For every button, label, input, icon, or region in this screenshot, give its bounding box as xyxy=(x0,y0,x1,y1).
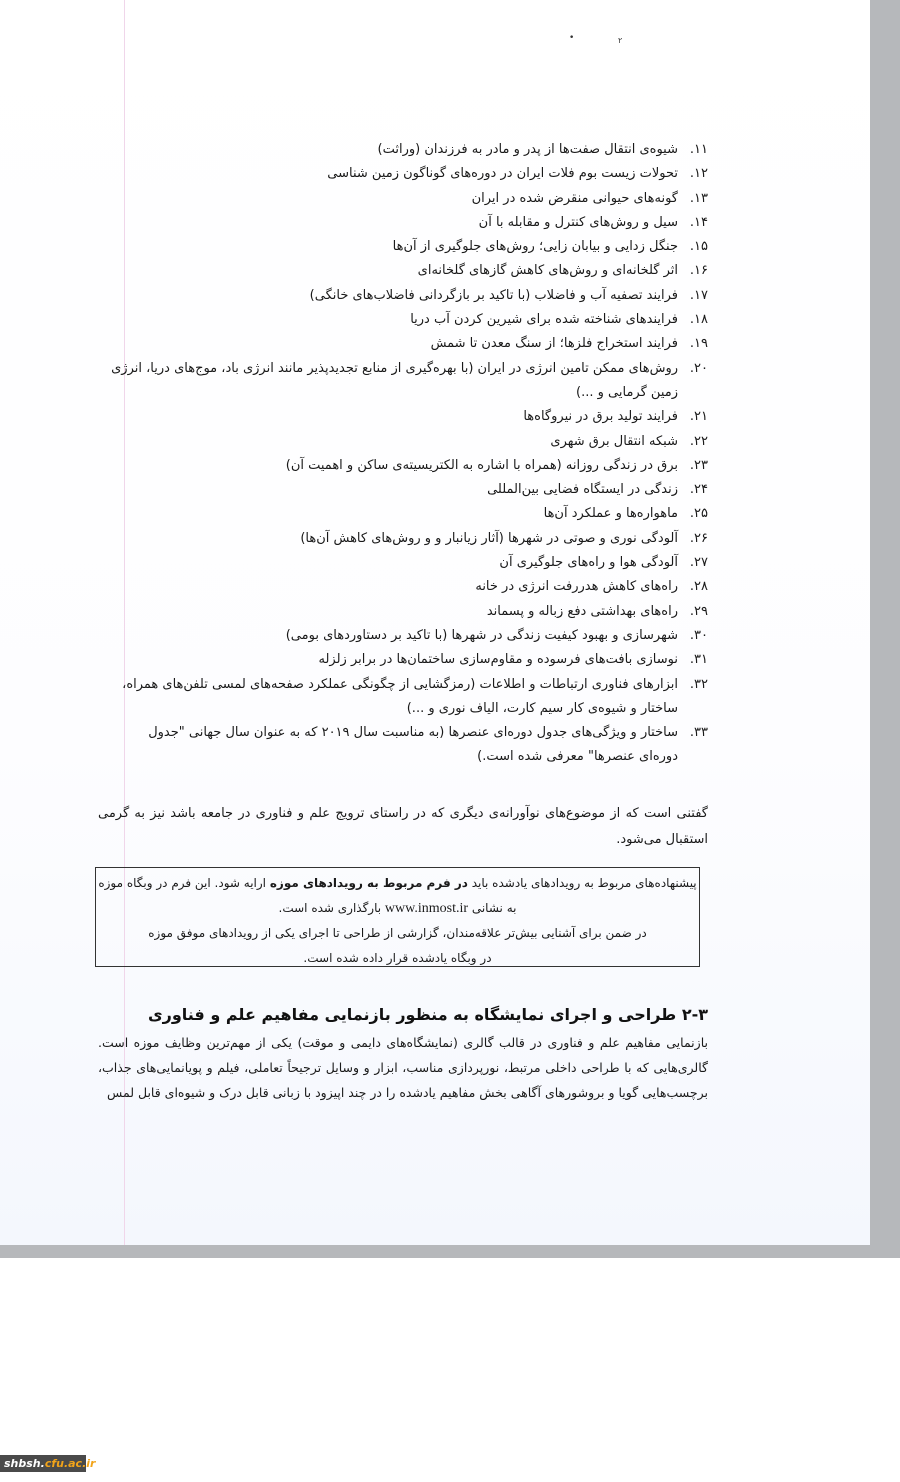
notice-line-4: در وبگاه یادشده قرار داده شده است. xyxy=(303,951,492,965)
list-item-number: ۲۶. xyxy=(689,530,708,546)
notice-line-1: پیشنهاده‌های مربوط به رویدادهای یادشده باید در فرم مربوط به رویدادهای موزه ارایه شود. این فرم در وبگاه موزه xyxy=(98,876,697,890)
list-item xyxy=(108,502,708,526)
list-item xyxy=(108,308,708,332)
list-item xyxy=(108,527,708,551)
list-item-number: ۱۳. xyxy=(689,190,708,206)
list-item xyxy=(108,284,708,308)
list-item-number: ۳۱. xyxy=(689,652,708,668)
list-item-number: ۱۲. xyxy=(689,166,708,182)
list-item-text: برق در زندگی روزانه (همراه با اشاره به الکتریسیته‌ی ساکن و اهمیت آن) xyxy=(285,457,678,473)
list-item-text: زندگی در ایستگاه فضایی بین‌المللی xyxy=(487,482,678,498)
list-item xyxy=(108,478,708,502)
list-item-number: ۲۳. xyxy=(689,457,708,473)
list-item-number: ۱۷. xyxy=(689,287,708,303)
list-item-number: ۱۴. xyxy=(689,214,708,230)
list-item xyxy=(108,600,708,624)
list-item-text: ماهواره‌ها و عملکرد آن‌ها xyxy=(543,506,678,522)
list-item xyxy=(108,551,708,575)
list-item-text: جنگل زدایی و بیابان زایی؛ روش‌های جلوگیری از آن‌ها xyxy=(392,239,678,255)
list-item-text: فرایند استخراج فلزها؛ از سنگ معدن تا شمش xyxy=(430,336,678,352)
list-item xyxy=(108,259,708,283)
list-item xyxy=(108,357,708,406)
list-item-text: شبکه انتقال برق شهری xyxy=(550,433,678,449)
list-item-number: ۱۶. xyxy=(689,263,708,279)
list-item-number: ۱۹. xyxy=(689,336,708,352)
list-item xyxy=(108,721,708,770)
list-item-text: تحولات زیست بوم فلات ایران در دوره‌های گوناگون زمین شناسی xyxy=(327,166,678,182)
list-item-text: شیوه‌ی انتقال صفت‌ها از پدر و مادر به فرزندان (وراثت) xyxy=(377,142,678,157)
section-body: بازنمایی مفاهیم علم و فناوری در قالب گالری (نمایشگاه‌های دایمی و موقت) یکی از مهم‌ترین وظایف موزه است. گالری‌هایی که با طراحی داخلی مرتبط، نورپردازی مناسب، ابزار و وسایل ترجیحاً تعاملی، فیلم و پویانمایی‌های جذاب، برچسب‌هایی گویا و بروشورهای آگاهی بخش مفاهیم یادشده را در چند اپیزود با زبانی قابل درک و شیوه‌ای قابل لمس xyxy=(98,1035,708,1100)
list-item-text: شهرسازی و بهبود کیفیت زندگی در شهرها (با تاکید بر دستاوردهای بومی) xyxy=(285,627,678,643)
notice-line-2: به نشانی www.inmost.ir بارگذاری شده است. xyxy=(278,901,517,916)
list-item-number: ۲۷. xyxy=(689,555,708,571)
list-item xyxy=(108,575,708,599)
list-item-text: روش‌های ممکن تامین انرژی در ایران (با بهره‌گیری از منابع تجدیدپذیر مانند انرژی باد، موج‌های دریا، انرژی زمین گرمایی و ...) xyxy=(111,360,678,400)
website-link[interactable]: www.inmost.ir xyxy=(384,901,469,916)
list-item-text: گونه‌های حیوانی منقرض شده در ایران xyxy=(471,190,678,206)
site-watermark[interactable]: shbsh.cfu.ac.ir xyxy=(0,1455,86,1472)
list-item-text: اثر گلخانه‌ای و روش‌های کاهش گازهای گلخانه‌ای xyxy=(417,263,678,279)
note-paragraph: گفتنی است که از موضوع‌های نوآورانه‌ی دیگری که در راستای ترویج علم و فناوری در جامعه باشد نیز به گرمی استقبال می‌شود. xyxy=(98,806,708,847)
list-item-text: نوسازی بافت‌های فرسوده و مقاوم‌سازی ساختمان‌ها در برابر زلزله xyxy=(318,652,678,668)
notice-line-3: در ضمن برای آشنایی بیش‌تر علاقه‌مندان، گزارشی از طراحی تا اجرای یکی از رویدادهای موفق موزه xyxy=(148,926,647,940)
list-item xyxy=(108,138,708,162)
list-item-text: ابزارهای فناوری ارتباطات و اطلاعات (رمزگشایی از چگونگی عملکرد صفحه‌های لمسی تلفن‌های همراه، ساختار و شیوه‌ی کار سیم کارت، الیاف نوری و ...) xyxy=(122,676,678,716)
list-item-number: ۲۸. xyxy=(689,579,708,595)
list-item-number: ۲۱. xyxy=(689,409,708,425)
list-item-number: ۲۰. xyxy=(689,360,708,376)
section-heading: ۲-۳ طراحی و اجرای نمایشگاه به منظور بازنمایی مفاهیم علم و فناوری xyxy=(147,1005,708,1024)
list-item xyxy=(108,211,708,235)
list-item-number: ۲۴. xyxy=(689,482,708,498)
list-item xyxy=(108,624,708,648)
list-item-text: راه‌های بهداشتی دفع زباله و پسماند xyxy=(486,603,678,619)
list-item-text: فرایند تولید برق در نیروگاه‌ها xyxy=(523,409,678,425)
page-mark: • xyxy=(569,33,575,43)
list-item xyxy=(108,673,708,722)
list-item xyxy=(108,405,708,429)
list-item-text: آلودگی نوری و صوتی در شهرها (آثار زیانبار و و روش‌های کاهش آن‌ها) xyxy=(300,530,678,546)
list-item-text: ساختار و ویژگی‌های جدول دوره‌ای عنصرها (به مناسبت سال ۲۰۱۹ که به عنوان سال جهانی "جدول دوره‌ای عنصرها" معرفی شده است.) xyxy=(148,725,678,765)
list-item-number: ۳۳. xyxy=(689,725,708,741)
list-item-number: ۱۱. xyxy=(689,142,708,157)
list-item xyxy=(108,162,708,186)
list-item-number: ۱۵. xyxy=(689,239,708,255)
list-item xyxy=(108,454,708,478)
list-item-number: ۱۸. xyxy=(689,312,708,328)
page-number: ٢ xyxy=(618,36,623,45)
list-item-text: فرایند تصفیه آب و فاضلاب (با تاکید بر بازگردانی فاضلاب‌های خانگی) xyxy=(309,287,678,303)
list-item-text: فرایندهای شناخته شده برای شیرین کردن آب دریا xyxy=(410,312,678,328)
list-item xyxy=(108,648,708,672)
list-item-text: آلودگی هوا و راه‌های جلوگیری آن xyxy=(499,555,678,571)
notice-box xyxy=(95,867,700,967)
topics-list xyxy=(108,138,708,770)
list-item-number: ۲۵. xyxy=(689,506,708,522)
form-name: در فرم مربوط به رویدادهای موزه xyxy=(269,876,468,890)
list-item xyxy=(108,430,708,454)
list-item xyxy=(108,235,708,259)
list-item xyxy=(108,187,708,211)
list-item xyxy=(108,332,708,356)
list-item-number: ۲۲. xyxy=(689,433,708,449)
list-item-text: سیل و روش‌های کنترل و مقابله با آن xyxy=(478,214,678,230)
list-item-number: ۳۲. xyxy=(689,676,708,692)
list-item-text: راه‌های کاهش هدررفت انرژی در خانه xyxy=(475,579,678,595)
list-item-number: ۳۰. xyxy=(689,627,708,643)
list-item-number: ۲۹. xyxy=(689,603,708,619)
